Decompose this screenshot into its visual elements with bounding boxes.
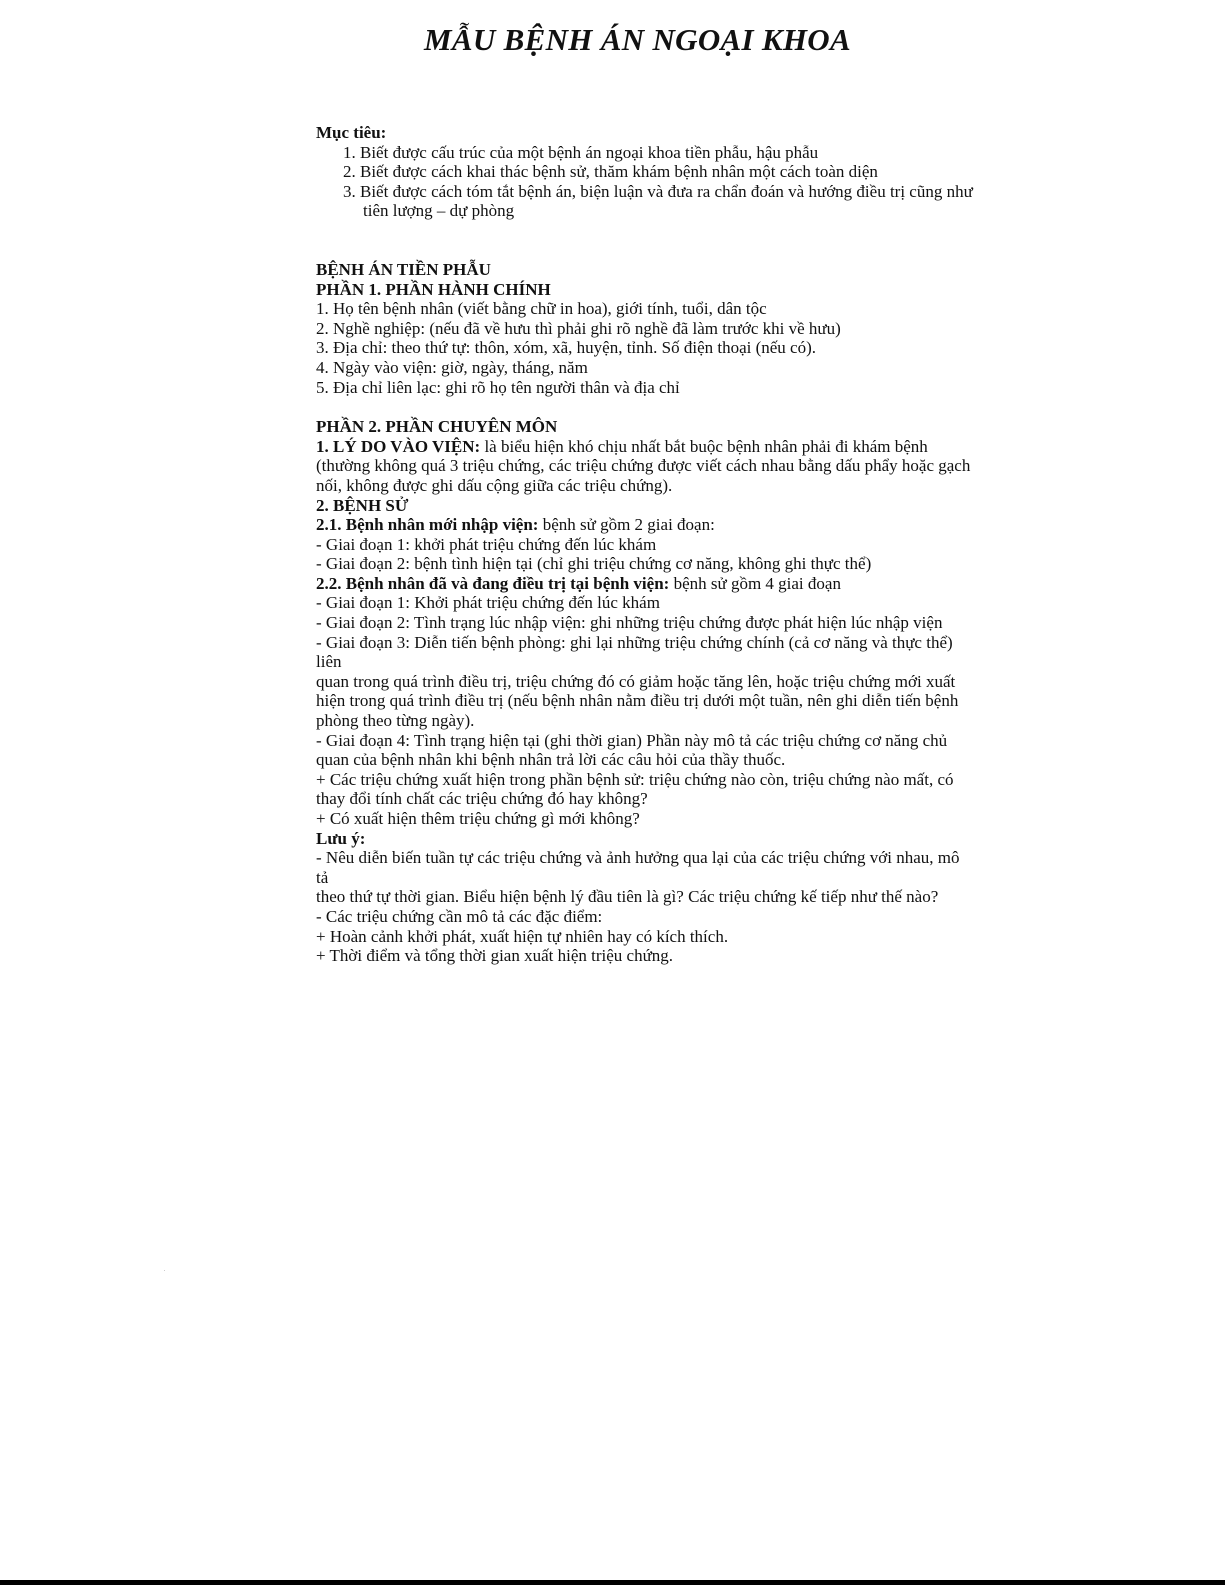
treated-item: + Các triệu chứng xuất hiện trong phần bệnh sử: triệu chứng nào còn, triệu chứng nào mất, có thay đổi tính chất các triệu chứng đó hay không? [316, 769, 954, 809]
reason-label: 1. LÝ DO VÀO VIỆN: [316, 436, 481, 456]
objective-item: 3. Biết được cách tóm tắt bệnh án, biện luận và đưa ra chẩn đoán và hướng điều trị cũng như tiên lượng – dự phòng [343, 181, 973, 221]
reason-paragraph [316, 437, 974, 457]
part1-heading: PHẦN 1. PHẦN HÀNH CHÍNH [316, 279, 551, 299]
part1-item: 2. Nghề nghiệp: (nếu đã về hưu thì phải ghi rõ nghề đã làm trước khi về hưu) [316, 318, 841, 338]
note-item: - Các triệu chứng cần mô tả các đặc điểm: [316, 906, 603, 926]
history-heading: 2. BỆNH SỬ [316, 495, 409, 515]
objective-item: 2. Biết được cách khai thác bệnh sử, thăm khám bệnh nhân một cách toàn diện [343, 162, 878, 182]
reason-text: là biểu hiện khó chịu nhất bắt buộc bệnh nhân phải đi khám bệnh [480, 436, 928, 456]
treated-patient-label: 2.2. Bệnh nhân đã và đang điều trị tại bệnh viện: [316, 573, 670, 593]
page-bottom-border [0, 1580, 1225, 1585]
note-item: - Nêu diễn biến tuần tự các triệu chứng và ảnh hưởng qua lại của các triệu chứng với nhau, mô tả [316, 848, 960, 887]
reason-note: nối, không được ghi dấu cộng giữa các triệu chứng). [316, 475, 673, 495]
treated-item: quan trong quá trình điều trị, triệu chứng đó có giảm hoặc tăng lên, hoặc triệu chứng mới xuất [316, 671, 956, 691]
new-patient-item: - Giai đoạn 1: khởi phát triệu chứng đến lúc khám [316, 534, 657, 554]
treated-item: hiện trong quá trình điều trị (nếu bệnh nhân nằm điều trị dưới một tuần, nên ghi diễn tiến bệnh [316, 691, 959, 711]
part2-heading: PHẦN 2. PHẦN CHUYÊN MÔN [316, 417, 558, 437]
part1-item: 3. Địa chỉ: theo thứ tự: thôn, xóm, xã, huyện, tỉnh. Số điện thoại (nếu có). [316, 338, 817, 358]
treated-patient-line [316, 574, 974, 594]
treated-item: - Giai đoạn 2: Tình trạng lúc nhập viện: ghi những triệu chứng được phát hiện lúc nhập viện [316, 613, 943, 633]
objective-item: 1. Biết được cấu trúc của một bệnh án ngoại khoa tiền phẫu, hậu phẫu [343, 142, 819, 162]
treated-item: quan của bệnh nhân khi bệnh nhân trả lời các câu hỏi của thầy thuốc. [316, 750, 786, 770]
objectives-list [316, 143, 974, 221]
new-patient-item: - Giai đoạn 2: bệnh tình hiện tại (chỉ ghi triệu chứng cơ năng, không ghi thực thể) [316, 554, 872, 574]
part1-item: 4. Ngày vào viện: giờ, ngày, tháng, năm [316, 357, 588, 377]
scan-speck [164, 1270, 165, 1271]
note-item: + Hoàn cảnh khởi phát, xuất hiện tự nhiên hay có kích thích. [316, 926, 729, 946]
treated-patient-text: bệnh sử gồm 4 giai đoạn [669, 573, 841, 593]
new-patient-text: bệnh sử gồm 2 giai đoạn: [538, 515, 715, 535]
objectives-heading: Mục tiêu: [316, 123, 387, 142]
treated-item: - Giai đoạn 3: Diễn tiến bệnh phòng: ghi lại những triệu chứng chính (cả cơ năng và thực thể) liên [316, 632, 953, 672]
new-patient-label: 2.1. Bệnh nhân mới nhập viện: [316, 515, 539, 535]
treated-item: - Giai đoạn 1: Khởi phát triệu chứng đến lúc khám [316, 593, 660, 613]
reason-note: (thường không quá 3 triệu chứng, các triệu chứng được viết cách nhau bằng dấu phẩy hoặc gạch [316, 456, 971, 476]
document-body [316, 123, 974, 966]
treated-item: phòng theo từng ngày). [316, 711, 475, 731]
document-title: MẪU BỆNH ÁN NGOẠI KHOA [424, 22, 851, 57]
section-title: BỆNH ÁN TIỀN PHẪU [316, 259, 491, 279]
treated-item: + Có xuất hiện thêm triệu chứng gì mới không? [316, 809, 640, 828]
new-patient-line [316, 515, 974, 535]
part1-item: 5. Địa chỉ liên lạc: ghi rõ họ tên người thân và địa chỉ [316, 377, 680, 397]
part1-item: 1. Họ tên bệnh nhân (viết bằng chữ in hoa), giới tính, tuổi, dân tộc [316, 299, 767, 319]
treated-item: - Giai đoạn 4: Tình trạng hiện tại (ghi thời gian) Phần này mô tả các triệu chứng cơ năng chủ [316, 730, 948, 750]
note-heading: Lưu ý: [316, 828, 366, 848]
note-item: + Thời điểm và tổng thời gian xuất hiện triệu chứng. [316, 946, 674, 966]
note-item: theo thứ tự thời gian. Biểu hiện bệnh lý đầu tiên là gì? Các triệu chứng kế tiếp như thế nào? [316, 887, 939, 907]
